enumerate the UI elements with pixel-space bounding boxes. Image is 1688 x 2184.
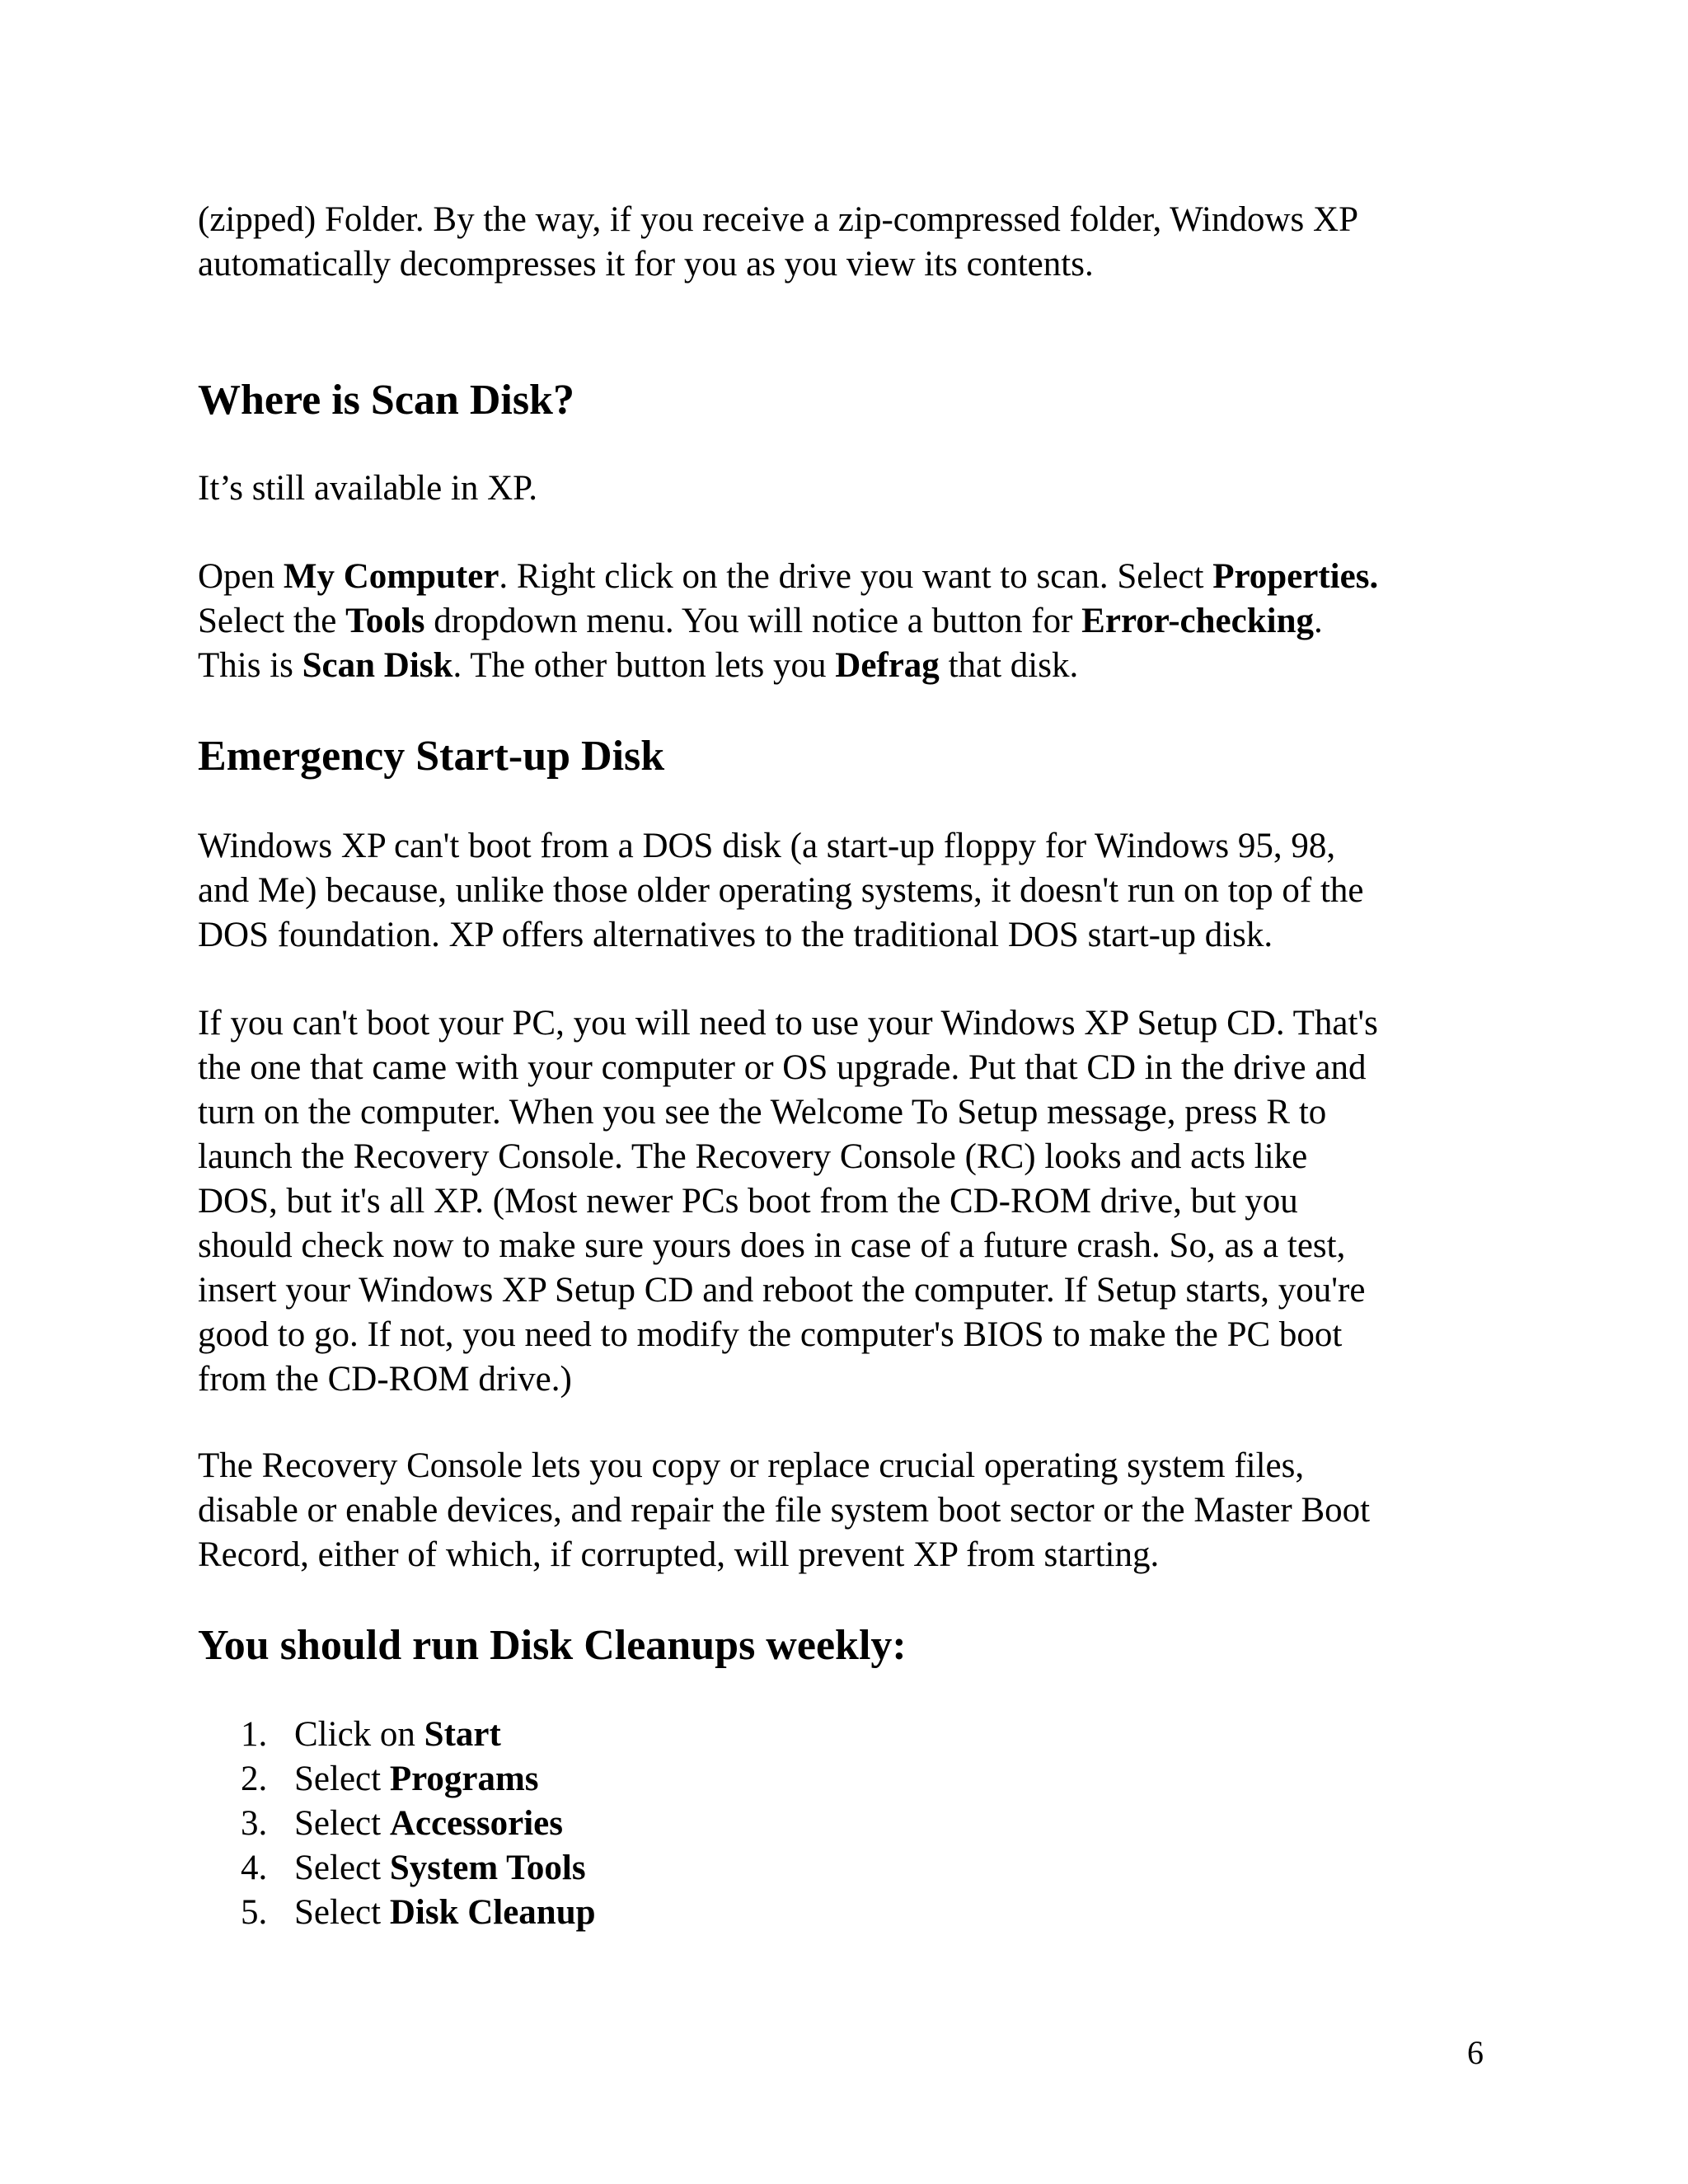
text-line <box>198 644 1533 688</box>
list-item <box>0 1713 989 1757</box>
text-run: Select <box>294 1893 390 1932</box>
list-item-text <box>294 1802 563 1846</box>
text-line: from the CD-ROM drive.) <box>198 1360 572 1399</box>
section-heading-emergency-disk: Emergency Start-up Disk <box>198 733 665 780</box>
page-number: 6 <box>1467 2034 1484 2071</box>
list-item-text <box>294 1891 596 1935</box>
list-item-number: 3. <box>241 1804 268 1843</box>
bold-term-properties: Properties. <box>1212 557 1379 596</box>
text-line: should check now to make sure yours does in case of a future crash. So, as a test, <box>198 1226 1346 1265</box>
text-line: the one that came with your computer or OS upgrade. Put that CD in the drive and <box>198 1048 1367 1087</box>
text-run: Open <box>198 557 284 596</box>
list-item <box>0 1891 989 1935</box>
text-line <box>198 555 1533 599</box>
text-line: insert your Windows XP Setup CD and reboot the computer. If Setup starts, you're <box>198 1271 1366 1310</box>
text-run: . Right click on the drive you want to scan. Select <box>499 557 1213 596</box>
text-line: DOS, but it's all XP. (Most newer PCs boot from the CD-ROM drive, but you <box>198 1182 1298 1221</box>
bold-term-my-computer: My Computer <box>283 557 499 596</box>
cleanup-steps-list <box>0 1713 989 1935</box>
list-item <box>0 1802 989 1846</box>
list-item-number: 4. <box>241 1849 268 1887</box>
bold-term: System Tools <box>389 1849 586 1887</box>
text-line: If you can't boot your PC, you will need to use your Windows XP Setup CD. That's <box>198 1004 1378 1043</box>
bold-term: Start <box>424 1715 501 1754</box>
scan-disk-paragraph-1 <box>198 466 1533 511</box>
text-run: Select the <box>198 602 346 640</box>
bold-term: Accessories <box>389 1804 563 1843</box>
emergency-paragraph-3 <box>198 1444 1533 1577</box>
section-heading-scan-disk: Where is Scan Disk? <box>198 377 574 424</box>
text-line: and Me) because, unlike those older operating systems, it doesn't run on top of the <box>198 871 1364 910</box>
text-line: turn on the computer. When you see the Welcome To Setup message, press R to <box>198 1093 1327 1132</box>
text-line: good to go. If not, you need to modify the computer's BIOS to make the PC boot <box>198 1315 1343 1354</box>
text-line: automatically decompresses it for you as you view its contents. <box>198 245 1094 284</box>
text-run: This is <box>198 646 302 685</box>
text-run: Select <box>294 1760 390 1798</box>
bold-term-tools: Tools <box>345 602 425 640</box>
list-item-number: 1. <box>241 1715 268 1754</box>
list-item-text <box>294 1757 539 1802</box>
text-line: The Recovery Console lets you copy or replace crucial operating system files, <box>198 1446 1305 1485</box>
list-item-text <box>294 1846 586 1891</box>
section-heading-disk-cleanup: You should run Disk Cleanups weekly: <box>198 1622 907 1669</box>
scan-disk-paragraph-2 <box>198 555 1533 688</box>
text-run: . <box>1314 602 1323 640</box>
bold-term-defrag: Defrag <box>835 646 940 685</box>
text-run: Select <box>294 1849 390 1887</box>
text-run: Click on <box>294 1715 424 1754</box>
text-line: (zipped) Folder. By the way, if you receive a zip-compressed folder, Windows XP <box>198 200 1358 239</box>
text-run: . The other button lets you <box>452 646 836 685</box>
text-line: Record, either of which, if corrupted, will prevent XP from starting. <box>198 1535 1160 1574</box>
bold-term-scan-disk: Scan Disk <box>302 646 453 685</box>
text-line: Windows XP can't boot from a DOS disk (a start-up floppy for Windows 95, 98, <box>198 827 1336 865</box>
emergency-paragraph-1 <box>198 824 1533 958</box>
list-item-number: 2. <box>241 1760 268 1798</box>
text-line: DOS foundation. XP offers alternatives to the traditional DOS start-up disk. <box>198 916 1273 954</box>
list-item-number: 5. <box>241 1893 268 1932</box>
text-line: launch the Recovery Console. The Recovery Console (RC) looks and acts like <box>198 1137 1308 1176</box>
text-run: dropdown menu. You will notice a button for <box>424 602 1082 640</box>
bold-term: Programs <box>389 1760 539 1798</box>
list-item-text <box>294 1713 501 1757</box>
text-line <box>198 599 1533 644</box>
text-run: Select <box>294 1804 390 1843</box>
emergency-paragraph-2 <box>198 1001 1533 1402</box>
list-item <box>0 1846 989 1891</box>
list-item <box>0 1757 989 1802</box>
text-run: that disk. <box>939 646 1079 685</box>
bold-term: Disk Cleanup <box>389 1893 596 1932</box>
bold-term-error-checking: Error-checking <box>1081 602 1315 640</box>
text-line: It’s still available in XP. <box>198 469 538 508</box>
intro-paragraph <box>198 198 1533 287</box>
text-line: disable or enable devices, and repair the file system boot sector or the Master Boot <box>198 1491 1371 1530</box>
